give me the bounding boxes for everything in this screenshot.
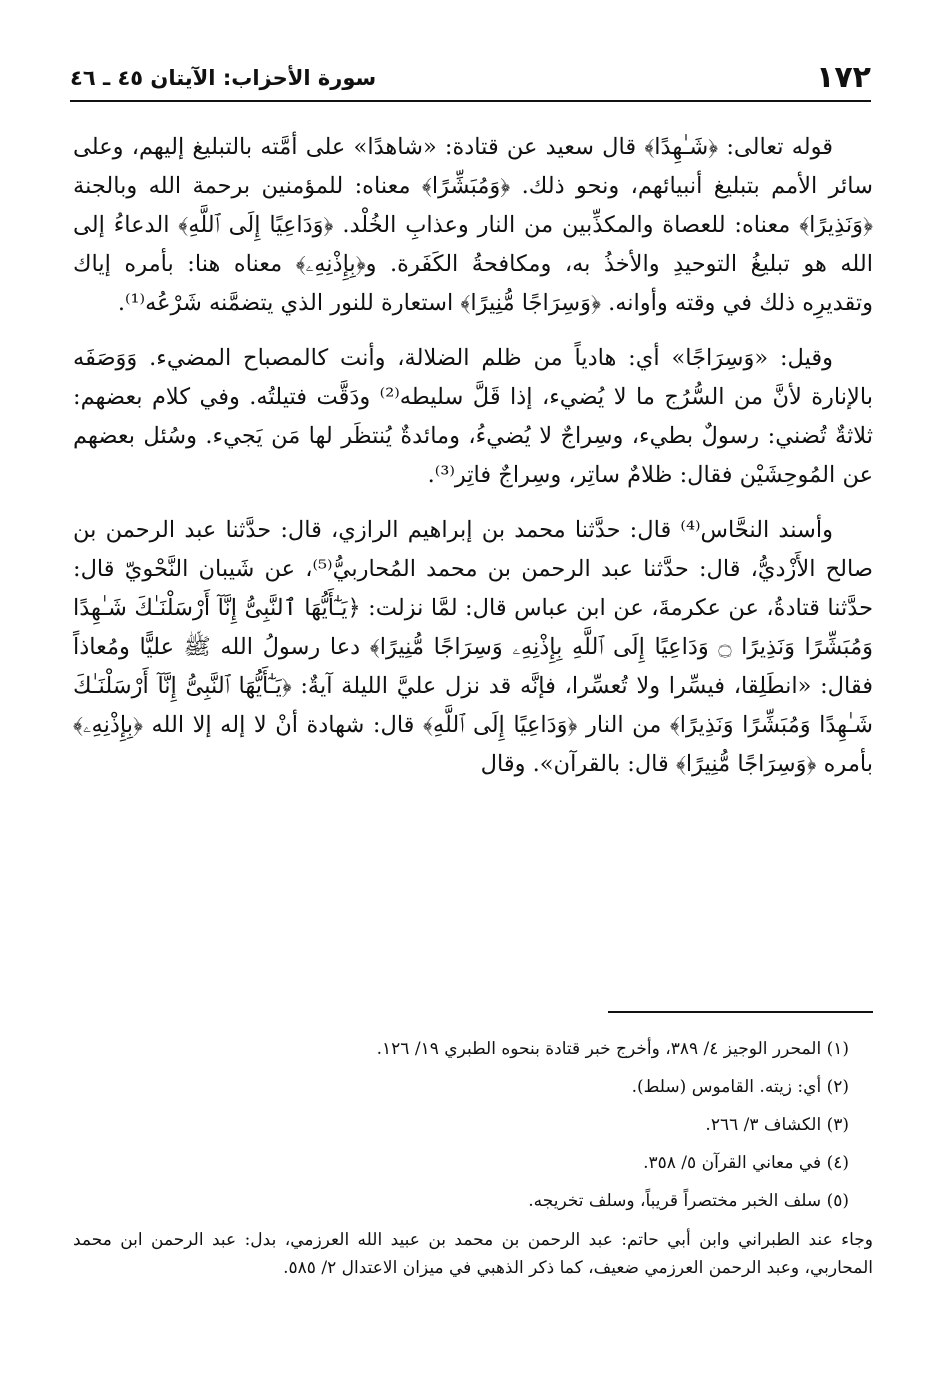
header-divider	[70, 100, 871, 102]
footnote-5-continuation: وجاء عند الطبراني وابن أبي حاتم: عبد الرحمن بن محمد بن عبيد الله العرزمي، بدل: عبد الرحمن ابن محمد المحاربي، وعبد الرحمن العرزمي ضعيف، كما ذكر الذهبي في ميزان الاعتدال ٢/ ٥٨٥.	[73, 1230, 873, 1278]
footnote-5: (٥) سلف الخبر مختصراً قريباً، وسلف تخريجه.	[528, 1191, 849, 1211]
page-number: ١٧٢	[816, 60, 871, 95]
running-title: سورة الأحزاب: الآيتان ٤٥ ـ ٤٦	[70, 66, 377, 90]
footnote-2: (٢) أي: زيته. القاموس (سلط).	[631, 1077, 849, 1097]
page-header	[70, 58, 871, 98]
main-text	[73, 128, 873, 800]
footnotes	[73, 1036, 873, 1282]
footnote-1: (١) المحرر الوجيز ٤/ ٣٨٩، وأخرج خبر قتادة بنحوه الطبري ١٩/ ١٢٦.	[376, 1039, 849, 1059]
paragraph-2: وقيل: «وَسِرَاجًا» أي: هادياً من ظلم الضلالة، وأنت كالمصباح المضيء. وَوَصَفَه بالإنارة لأنَّ من السُّرُج ما لا يُضيء، إذا قَلَّ سليطه⁽²⁾ ودَقَّت فتيلتُه. وفي كلام بعضهم: ثلاثةٌ تُضني: رسولٌ بطيء، وسِراجٌ لا يُضيءُ، ومائدةٌ يُنتظَر لها مَن يَجيء. وسُئل بعضهم عن المُوحِشَيْن فقال: ظلامٌ ساتِر، وسِراجٌ فاتِر⁽³⁾.	[73, 345, 873, 488]
footnote-3: (٣) الكشاف ٣/ ٢٦٦.	[705, 1115, 849, 1135]
footnote-divider	[608, 1011, 873, 1013]
footnote-4: (٤) في معاني القرآن ٥/ ٣٥٨.	[643, 1153, 849, 1173]
paragraph-3: وأسند النحَّاس⁽⁴⁾ قال: حدَّثنا محمد بن إبراهيم الرازي، قال: حدَّثنا عبد الرحمن بن صالح الأَزْديُّ، قال: حدَّثنا عبد الرحمن بن محمد المُحاربيُّ⁽⁵⁾، عن شَيبان النَّحْويّ قال: حدَّثنا قتادةُ، عن عكرمةَ، عن ابن عباس قال: لمَّا نزلت: ﴿يَـٰٓأَيُّهَا ٱلنَّبِىُّ إِنَّآ أَرْسَلْنَـٰكَ شَـٰهِدًا وَمُبَشِّرًا وَنَذِيرًا ۝ وَدَاعِيًا إِلَى ٱللَّهِ بِإِذْنِهِۦ وَسِرَاجًا مُّنِيرًا﴾ دعا رسولُ الله ﷺ عليًّا ومُعاذاً فقال: «انطَلِقا، فيسِّرا ولا تُعسِّرا، فإنَّه قد نزل عليَّ الليلة آيةٌ: ﴿يَـٰٓأَيُّهَا ٱلنَّبِىُّ إِنَّآ أَرْسَلْنَـٰكَ شَـٰهِدًا وَمُبَشِّرًا وَنَذِيرًا﴾ من النار ﴿وَدَاعِيًا إِلَى ٱللَّهِ﴾ قال: شهادة أنْ لا إله إلا الله ﴿بِإِذْنِهِۦ﴾ بأمره ﴿وَسِرَاجًا مُّنِيرًا﴾ قال: بالقرآن». وقال	[73, 517, 873, 777]
paragraph-1: قوله تعالى: ﴿شَـٰهِدًا﴾ قال سعيد عن قتادة: «شاهدًا» على أمَّته بالتبليغ إليهم، وعلى سائر الأمم بتبليغ أنبيائهم، ونحو ذلك. ﴿وَمُبَشِّرًا﴾ معناه: للمؤمنين برحمة الله وبالجنة ﴿وَنَذِيرًا﴾ معناه: للعصاة والمكذِّبين من النار وعذابِ الخُلْد. ﴿وَدَاعِيًا إِلَى ٱللَّهِ﴾ الدعاءُ إلى الله هو تبليغُ التوحيدِ والأخذُ به، ومكافحةُ الكَفَرة. و﴿بِإِذْنِهِۦ﴾ معناه هنا: بأمره إياك وتقديرِه ذلك في وقته وأوانه. ﴿وَسِرَاجًا مُّنِيرًا﴾ استعارة للنور الذي يتضمَّنه شَرْعُه⁽¹⁾.	[73, 134, 873, 316]
